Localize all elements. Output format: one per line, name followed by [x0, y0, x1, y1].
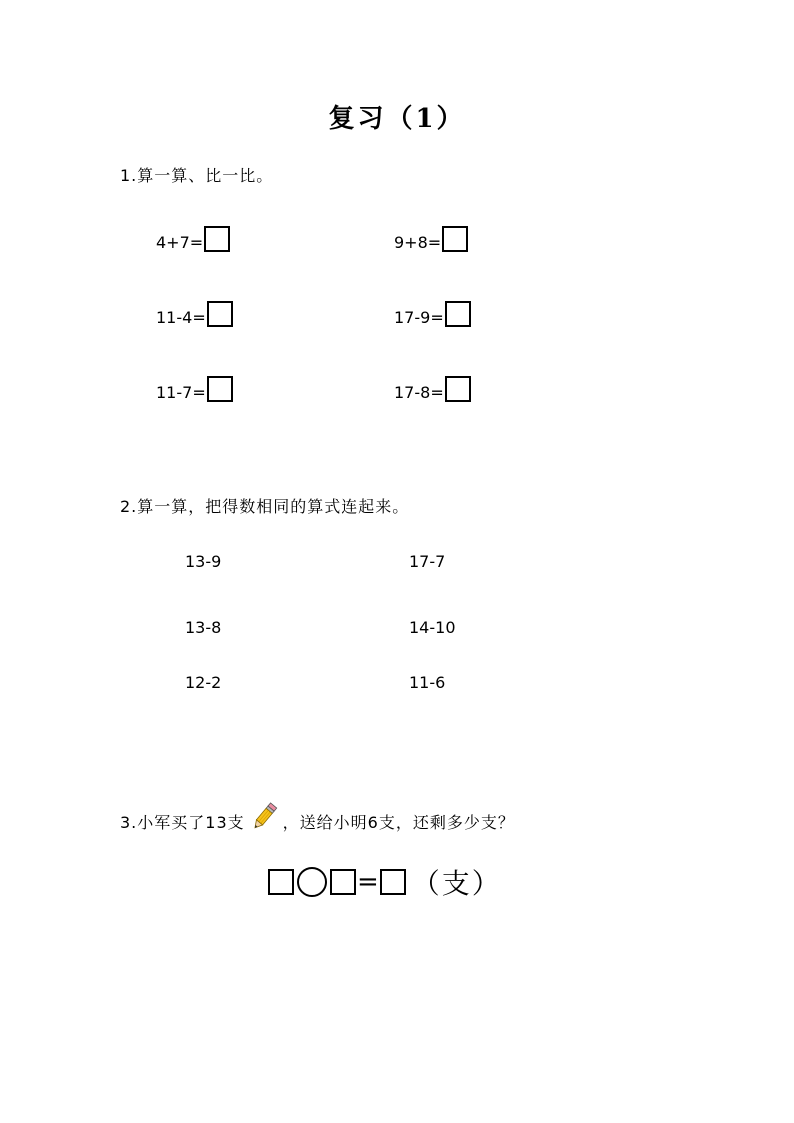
equals-sign: =: [357, 867, 379, 897]
equation-5: [156, 376, 233, 402]
question-3-text-after: ，送给小明6支，还剩多少支？: [282, 813, 515, 832]
equation-text: 11-7=: [156, 383, 206, 402]
result-box[interactable]: [380, 869, 406, 895]
number-box[interactable]: [268, 869, 294, 895]
equation-text: 11-4=: [156, 308, 206, 327]
question-1-prompt: 1.算一算、比一比。: [120, 166, 274, 185]
pencil-icon: [247, 800, 281, 834]
left-expression[interactable]: 13-8: [185, 618, 222, 637]
unit-label: （支）: [411, 867, 502, 900]
right-expression[interactable]: 14-10: [409, 618, 456, 637]
equation-text: 9+8=: [394, 233, 442, 252]
page-title: 复习（1）: [328, 104, 466, 134]
equation-6: [394, 376, 471, 402]
answer-box[interactable]: [204, 226, 230, 252]
equation-2: [394, 226, 468, 252]
left-expression[interactable]: 12-2: [185, 673, 222, 692]
number-box[interactable]: [330, 869, 356, 895]
equation-1: [156, 226, 230, 252]
question-3-prompt: [120, 800, 515, 834]
right-expression[interactable]: 17-7: [409, 552, 446, 571]
answer-box[interactable]: [207, 376, 233, 402]
answer-box[interactable]: [442, 226, 468, 252]
equation-3: [156, 301, 233, 327]
equation-text: 17-9=: [394, 308, 444, 327]
answer-box[interactable]: [445, 376, 471, 402]
operator-circle[interactable]: [297, 867, 327, 897]
right-expression[interactable]: 11-6: [409, 673, 446, 692]
left-expression[interactable]: 13-9: [185, 552, 222, 571]
answer-box[interactable]: [207, 301, 233, 327]
equation-4: [394, 301, 471, 327]
question-2-prompt: 2.算一算，把得数相同的算式连起来。: [120, 497, 410, 516]
answer-equation: [268, 862, 502, 902]
equation-text: 4+7=: [156, 233, 204, 252]
answer-box[interactable]: [445, 301, 471, 327]
question-3-text-before: 3.小军买了13支: [120, 813, 245, 832]
equation-text: 17-8=: [394, 383, 444, 402]
